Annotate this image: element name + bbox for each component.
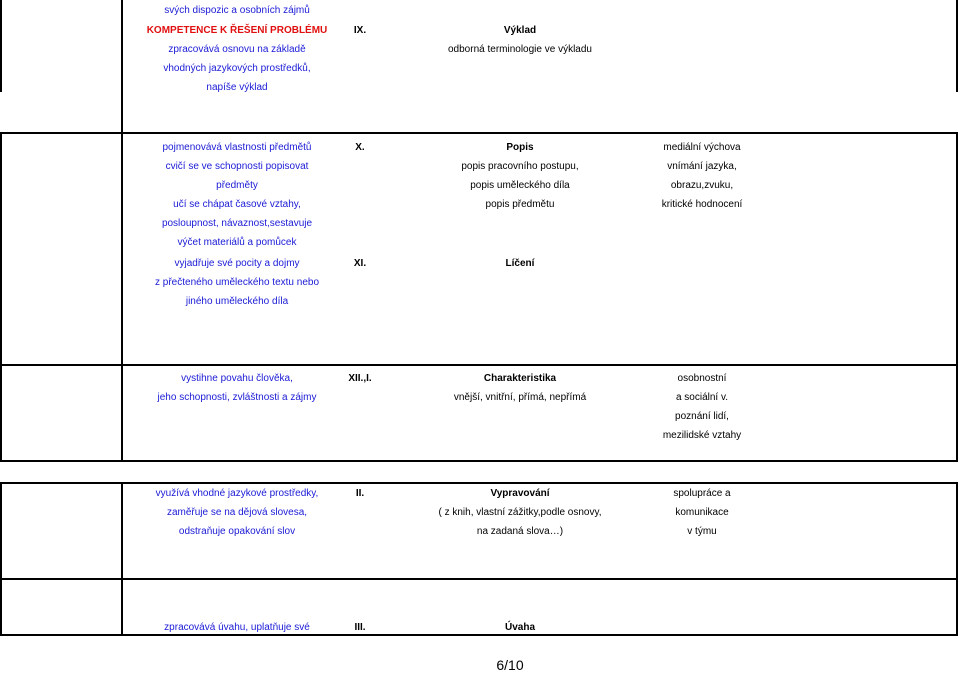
lesson-number: XII.,I. (348, 373, 372, 384)
outcome-text: využívá vhodné jazykové prostředky, (155, 488, 319, 499)
outcome-text: napíše výklad (206, 82, 268, 93)
topic-detail: popis uměleckého díla (470, 180, 570, 191)
table-left-border (0, 580, 2, 636)
section-divider (0, 132, 958, 134)
table-right-border (956, 134, 958, 364)
topic-title: Líčení (505, 258, 535, 269)
outcome-text: z přečteného uměleckého textu nebo (155, 277, 319, 288)
section-divider (0, 578, 958, 580)
outcome-text: jeho schopnosti, zvláštnosti a zájmy (157, 392, 317, 403)
cross-curricular-theme: spolupráce a (673, 488, 731, 499)
table-left-border (0, 366, 2, 460)
table-left-border (0, 0, 2, 92)
cross-curricular-theme: komunikace (675, 507, 729, 518)
cross-curricular-theme: a sociální v. (675, 392, 729, 403)
outcome-text: předměty (216, 180, 258, 191)
section-divider (0, 482, 958, 484)
topic-detail: ( z knih, vlastní zážitky,podle osnovy, (438, 507, 602, 518)
outcome-text: zaměřuje se na dějová slovesa, (166, 507, 308, 518)
outcome-text: odstraňuje opakování slov (178, 526, 296, 537)
section-divider (0, 460, 958, 462)
topic-detail: popis předmětu (485, 199, 555, 210)
cross-curricular-theme: osobnostní (677, 373, 727, 384)
topic-title: Úvaha (504, 622, 535, 633)
outcome-text: učí se chápat časové vztahy, (173, 199, 301, 210)
topic-detail: odborná terminologie ve výkladu (448, 44, 592, 55)
outcome-text: výčet materiálů a pomůcek (177, 237, 297, 248)
cross-curricular-theme: vnímání jazyka, (667, 161, 737, 172)
competence-heading: KOMPETENCE K ŘEŠENÍ PROBLÉMU (146, 25, 328, 36)
topic-title: Popis (506, 142, 534, 153)
cross-curricular-theme: obrazu,zvuku, (670, 180, 734, 191)
cross-curricular-theme: v týmu (687, 526, 717, 537)
cross-curricular-theme: mezilidské vztahy (662, 430, 742, 441)
outcome-text: vyjadřuje své pocity a dojmy (174, 258, 300, 269)
table-right-border (956, 580, 958, 636)
topic-detail: vnější, vnitřní, přímá, nepřímá (453, 392, 587, 403)
table-right-border (956, 366, 958, 460)
topic-title: Charakteristika (483, 373, 557, 384)
topic-title: Vypravování (490, 488, 550, 499)
lesson-number: X. (355, 142, 365, 153)
column-divider (121, 92, 123, 132)
table-left-border (0, 134, 2, 364)
cross-curricular-theme: poznání lidí, (675, 411, 729, 422)
topic-detail: na zadaná slova…) (476, 526, 564, 537)
table-left-border (0, 484, 2, 578)
outcome-text: vhodných jazykových prostředků, (163, 63, 311, 74)
outcome-text: pojmenovává vlastnosti předmětů (162, 142, 312, 153)
table-right-border (956, 484, 958, 578)
outcome-text: posloupnost, návaznost,sestavuje (161, 218, 313, 229)
outcome-text: jiného uměleckého díla (185, 296, 289, 307)
table-right-border (956, 0, 958, 92)
outcome-text: zpracovává úvahu, uplatňuje své (164, 622, 310, 633)
cross-curricular-theme: kritické hodnocení (661, 199, 743, 210)
topic-title: Výklad (503, 25, 537, 36)
outcome-text: zpracovává osnovu na základě (168, 44, 306, 55)
outcome-text: vystihne povahu člověka, (181, 373, 293, 384)
lesson-number: II. (355, 488, 365, 499)
lesson-number: XI. (353, 258, 367, 269)
section-divider (0, 364, 958, 366)
cross-curricular-theme: mediální výchova (663, 142, 741, 153)
lesson-number: IX. (353, 25, 367, 36)
page-number: 6/10 (496, 657, 524, 673)
lesson-number: III. (354, 622, 366, 633)
table-bottom-border (0, 634, 958, 636)
topic-detail: popis pracovního postupu, (461, 161, 579, 172)
competence-text: svých dispozic a osobních zájmů (164, 5, 310, 16)
outcome-text: cvičí se ve schopnosti popisovat (165, 161, 309, 172)
